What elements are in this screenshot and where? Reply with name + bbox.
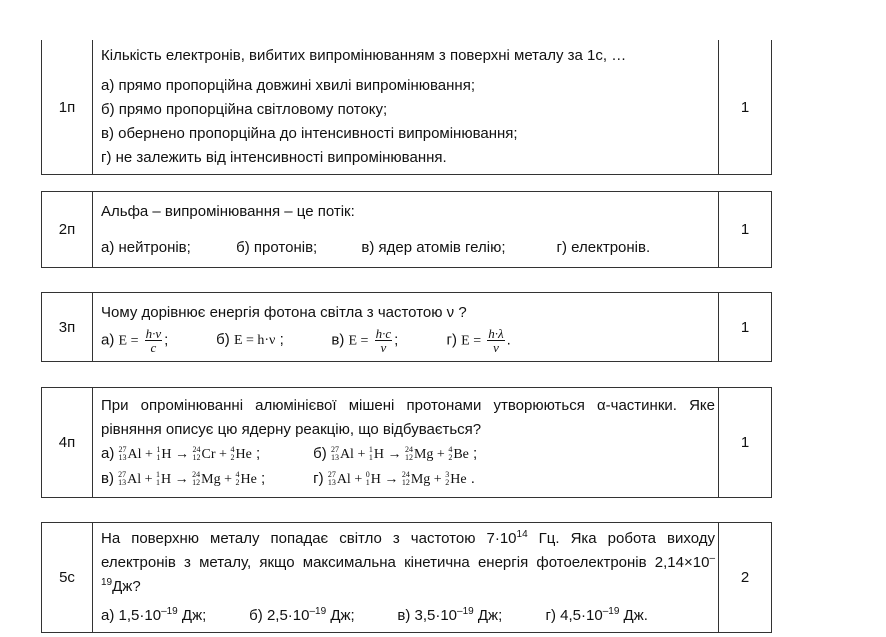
operator: → [171, 446, 193, 462]
answer-option: г) не залежить від інтенсивності випромінювання. [101, 149, 447, 166]
question-score: 1 [719, 40, 772, 175]
question-number: 1п [42, 40, 93, 175]
answer-options-row [101, 327, 715, 354]
operator: + [433, 446, 449, 462]
question-number: 5с [42, 523, 93, 633]
fraction: $\frac{h\cdot\lambda}{\nu}$ [488, 325, 504, 355]
operator: + [141, 446, 157, 462]
punctuation: ; [256, 469, 266, 487]
answer-option [313, 442, 477, 467]
answer-option: в) ядер атомів гелію; [361, 238, 506, 256]
formula: E = h·ν [233, 332, 276, 348]
formula-lhs: E = [461, 332, 482, 348]
formula-lhs: E = [118, 332, 139, 348]
answer-option: а) $1,5\cdot 10^{-19}$ Дж; [101, 606, 207, 624]
operator: + [353, 446, 369, 462]
element-symbol: Al [336, 471, 351, 487]
fraction: $\frac{h\cdot\nu}{c}$ [145, 325, 162, 355]
isotope-numbers: 27 13 [118, 469, 127, 487]
answer-option: б) прямо пропорційна світловому потоку; [101, 101, 388, 118]
element-symbol: H [373, 446, 384, 462]
isotope-numbers: 24 12 [404, 444, 413, 462]
isotope-numbers: 24 12 [192, 444, 201, 462]
isotope-numbers: 4 2 [230, 444, 235, 462]
option-label: в) [101, 469, 119, 487]
answer-option [101, 442, 309, 467]
element-symbol: H [370, 471, 381, 487]
answer-option: б) протонів; [236, 238, 318, 256]
isotope-numbers: 0 1 [365, 469, 370, 487]
operator: + [141, 471, 157, 487]
question-5 [41, 522, 772, 633]
element-symbol: Be [453, 446, 469, 462]
question-prompt: На поверхню металу попадає світло з частотою $7\cdot 10^{14}$ Гц. Яка робота виходу електронів з металу, якщо максимальна кінетична енергія фотоелектронів $2,14\times 10^{-19}Дж$? [101, 529, 715, 595]
operator: + [215, 446, 231, 462]
operator: + [430, 471, 446, 487]
question-body [93, 293, 719, 362]
question-number: 3п [42, 293, 93, 362]
operator: → [380, 471, 402, 487]
isotope-numbers: 24 12 [192, 469, 201, 487]
isotope-numbers: 27 13 [330, 444, 339, 462]
element-symbol: Al [339, 446, 354, 462]
question-score: 1 [719, 293, 772, 362]
element-symbol: Mg [201, 471, 221, 487]
operator: + [350, 471, 366, 487]
question-body [93, 523, 719, 633]
element-symbol: H [161, 471, 172, 487]
punctuation: ; [251, 444, 261, 462]
question-3 [41, 292, 772, 362]
operator: → [171, 471, 193, 487]
question-prompt: При опромінюванні алюмінієвої мішені протонами утворюються α-частинки. Яке рівняння описує цю ядерну реакцію, що відбувається? [101, 396, 715, 438]
formula-lhs: E = [348, 332, 369, 348]
question-prompt: Чому дорівнює енергія фотона світла з частотою ν ? [101, 303, 467, 321]
answer-option: в) обернено пропорційна до інтенсивності випромінювання; [101, 125, 518, 142]
question-2 [41, 191, 772, 268]
element-symbol: H [161, 446, 172, 462]
option-label: г) [313, 469, 328, 487]
question-body [93, 388, 719, 498]
answer-option: в) E = $\frac{h\cdot c}{\nu}$ ; [331, 325, 399, 355]
answer-option: а) E = $\frac{h\cdot\nu}{c}$ ; [101, 325, 169, 355]
element-symbol: Al [127, 446, 142, 462]
answer-option: б) $2,5\cdot 10^{-19}$ Дж; [249, 606, 355, 624]
question-body [93, 192, 719, 268]
answer-option [101, 467, 309, 492]
answer-option: в) $3,5\cdot 10^{-19}$ Дж; [397, 606, 503, 624]
answer-option: а) прямо пропорційна довжині хвилі випромінювання; [101, 77, 475, 94]
isotope-numbers: 4 2 [448, 444, 453, 462]
option-label: а) [101, 444, 119, 462]
isotope-numbers: 1 1 [368, 444, 373, 462]
question-score: 1 [719, 192, 772, 268]
element-symbol: He [450, 471, 467, 487]
answer-options-row [101, 604, 715, 628]
question-score: 2 [719, 523, 772, 633]
question-1 [41, 40, 772, 175]
punctuation: ; [468, 444, 478, 462]
question-number: 4п [42, 388, 93, 498]
element-symbol: He [235, 446, 252, 462]
element-symbol: Mg [410, 471, 431, 487]
answer-option: а) нейтронів; [101, 238, 191, 256]
answer-options-row [101, 236, 715, 260]
option-label: б) [313, 444, 331, 462]
isotope-numbers: 3 2 [445, 469, 450, 487]
element-symbol: Cr [201, 446, 216, 462]
element-symbol: He [240, 471, 257, 487]
isotope-numbers: 24 12 [401, 469, 410, 487]
answer-option: г) електронів. [556, 238, 651, 256]
question-4 [41, 387, 772, 498]
answer-option: г) E = $\frac{h\cdot\lambda}{\nu}$ . [446, 325, 511, 355]
answer-option: г) $4,5\cdot 10^{-19}$ Дж. [545, 606, 648, 624]
answer-options-row [101, 442, 715, 467]
fraction: $\frac{h\cdot c}{\nu}$ [375, 325, 392, 355]
answer-option: б) E = h·ν ; [216, 330, 284, 348]
operator: + [220, 471, 236, 487]
isotope-numbers: 1 1 [156, 469, 161, 487]
isotope-numbers: 27 13 [327, 469, 336, 487]
question-prompt: Альфа – випромінювання – це потік: [101, 202, 355, 220]
isotope-numbers: 4 2 [235, 469, 240, 487]
operator: → [383, 446, 405, 462]
punctuation: . [466, 469, 475, 487]
isotope-numbers: 27 13 [118, 444, 127, 462]
isotope-numbers: 1 1 [156, 444, 161, 462]
element-symbol: Al [127, 471, 142, 487]
answer-option [313, 467, 475, 492]
answer-options-row [101, 467, 715, 492]
question-prompt: Кількість електронів, вибитих випромінюванням з поверхні металу за 1с, … [101, 47, 627, 64]
element-symbol: Mg [413, 446, 434, 462]
question-body [93, 40, 719, 175]
question-number: 2п [42, 192, 93, 268]
question-score: 1 [719, 388, 772, 498]
